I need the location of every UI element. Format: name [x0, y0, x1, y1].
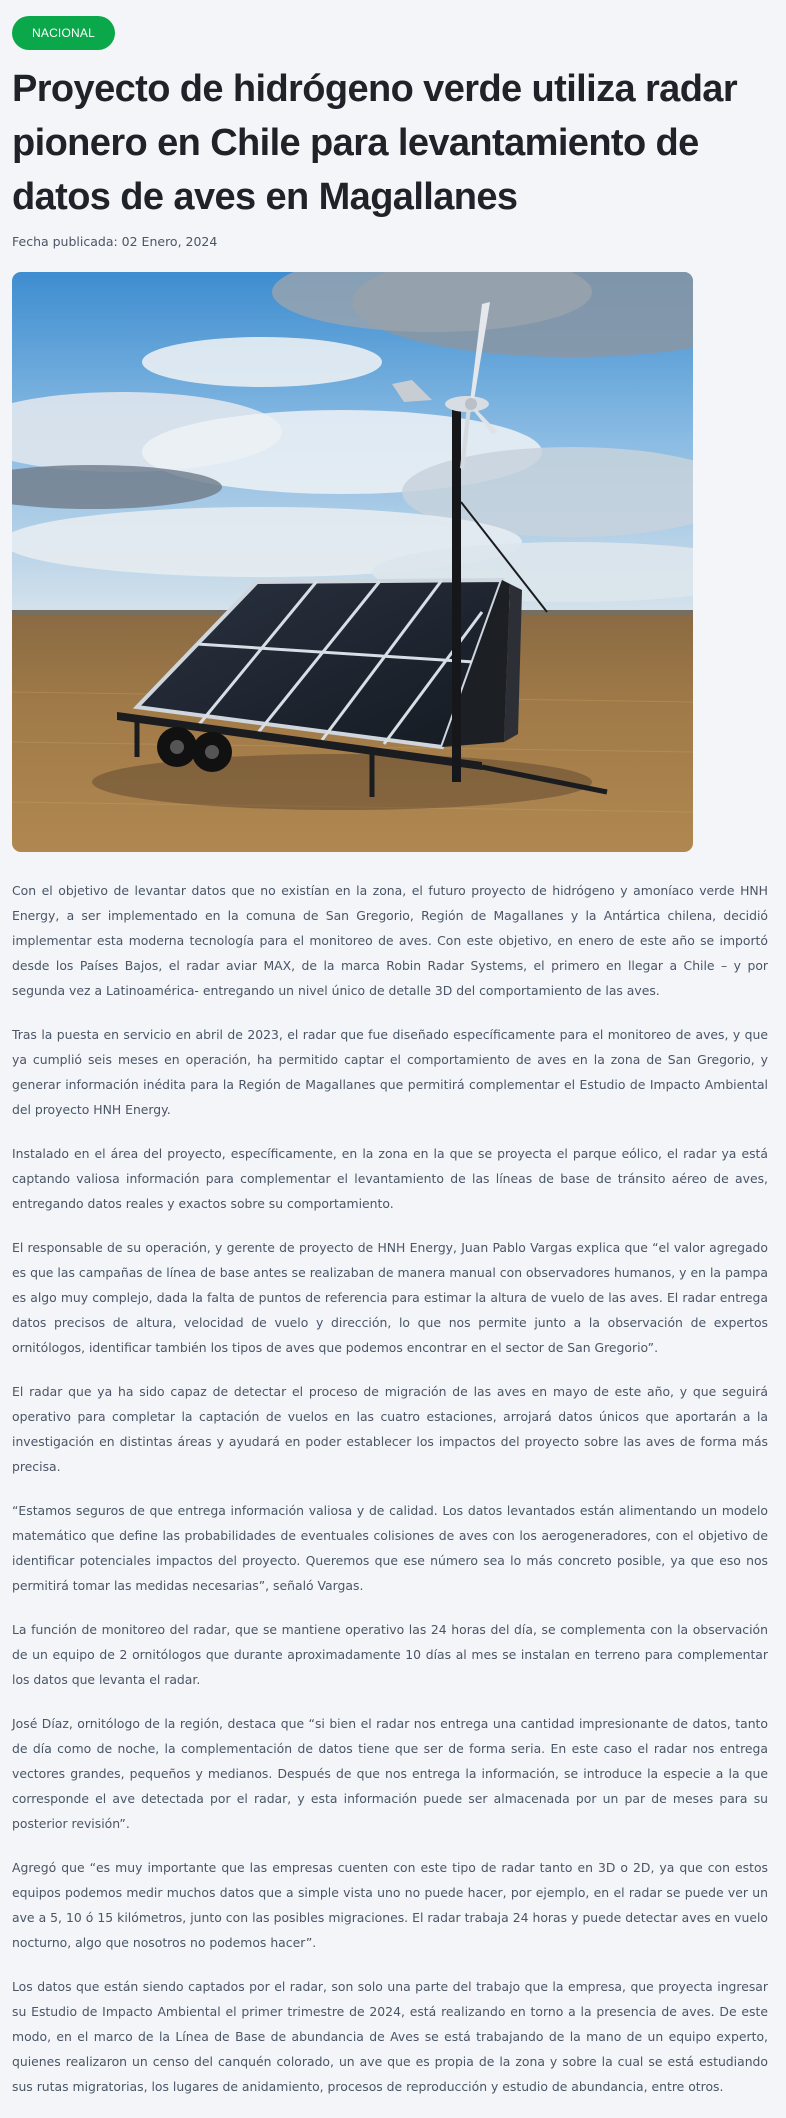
paragraph: Con el objetivo de levantar datos que no existían en la zona, el futuro proyecto de hidrógeno y amoníaco verde HNH Energy, a ser implementado en la comuna de San Gregorio, Región de Magallanes y la Antártica chilena, decidió implementar esta moderna tecnología para el monitoreo de aves. Con este objetivo, en enero de este año se importó desde los Países Bajos, el radar aviar MAX, de la marca Robin Radar Systems, el primero en llegar a Chile – y por segunda vez a Latinoamérica- entregando un nivel único de detalle 3D del comportamiento de las aves.	[12, 883, 768, 998]
paragraph: Instalado en el área del proyecto, específicamente, en la zona en la que se proyecta el parque eólico, el radar ya está captando valiosa información para complementar el levantamiento de las líneas de base de tránsito aéreo de aves, entregando datos reales y exactos sobre su comportamiento.	[12, 1146, 768, 1211]
publish-date: Fecha publicada: 02 Enero, 2024	[12, 234, 218, 249]
paragraph: Agregó que “es muy importante que las empresas cuenten con este tipo de radar tanto en 3D o 2D, ya que con estos equipos podemos medir muchos datos que a simple vista uno no puede hacer, por ejemplo, en el radar se puede ver un ave a 5, 10 ó 15 kilómetros, junto con las posibles migraciones. El radar trabaja 24 horas y puede detectar aves en vuelo nocturno, algo que nosotros no podemos hacer”.	[12, 1860, 768, 1950]
paragraph: El radar que ya ha sido capaz de detectar el proceso de migración de las aves en mayo de este año, y que seguirá operativo para completar la captación de vuelos en las cuatro estaciones, arrojará datos únicos que aportarán a la investigación en distintas áreas y ayudará en poder establecer los impactos del proyecto sobre las aves de forma más precisa.	[12, 1384, 768, 1474]
paragraph: La función de monitoreo del radar, que se mantiene operativo las 24 horas del día, se complementa con la observación de un equipo de 2 ornitólogos que durante aproximadamente 10 días al mes se instalan en terreno para complementar los datos que levanta el radar.	[12, 1622, 768, 1687]
paragraph: “Estamos seguros de que entrega información valiosa y de calidad. Los datos levantados están alimentando un modelo matemático que define las probabilidades de eventuales colisiones de aves con los aerogeneradores, con el objetivo de identificar potenciales impactos del proyecto. Queremos que ese número sea lo más concreto posible, ya que eso nos permitirá tomar las medidas necesarias”, señaló Vargas.	[12, 1503, 768, 1593]
paragraph: Los datos que están siendo captados por el radar, son solo una parte del trabajo que la empresa, que proyecta ingresar su Estudio de Impacto Ambiental el primer trimestre de 2024, está realizando en torno a la presencia de aves. De este modo, en el marco de la Línea de Base de abundancia de Aves se está trabajando de la mano de un equipo experto, quienes realizaron un censo del canquén colorado, un ave que es propia de la zona y sobre la cual se está estudiando sus rutas migratorias, los lugares de anidamiento, procesos de reproducción y estudio de abundancia, entre otros.	[12, 1979, 768, 2094]
paragraph: José Díaz, ornitólogo de la región, destaca que “si bien el radar nos entrega una cantidad impresionante de datos, tanto de día como de noche, la complementación de datos tiene que ser de forma seria. En este caso el radar nos entrega vectores grandes, pequeños y medianos. Después de que nos entrega la información, se introduce la especie a la que corresponde el ave detectada por el radar, y esta información puede ser almacenada por un par de meses para su posterior revisión”.	[12, 1716, 768, 1831]
paragraph: El responsable de su operación, y gerente de proyecto de HNH Energy, Juan Pablo Vargas explica que “el valor agregado es que las campañas de línea de base antes se realizaban de manera manual con observadores humanos, y en la pampa es algo muy complejo, dada la falta de puntos de referencia para estimar la altura de vuelo de las aves. El radar entrega datos precisos de altura, velocidad de vuelo y dirección, lo que nos permite junto a la observación de expertos ornitólogos, identificar también los tipos de aves que podemos encontrar en el sector de San Gregorio”.	[12, 1240, 768, 1355]
paragraph: Tras la puesta en servicio en abril de 2023, el radar que fue diseñado específicamente para el monitoreo de aves, y que ya cumplió seis meses en operación, ha permitido captar el comportamiento de aves en la zona de San Gregorio, y generar información inédita para la Región de Magallanes que permitirá complementar el Estudio de Impacto Ambiental del proyecto HNH Energy.	[12, 1027, 768, 1117]
category-badge[interactable]: NACIONAL	[12, 16, 115, 50]
article-body	[12, 878, 768, 2118]
article-photo	[12, 272, 693, 852]
article-title: Proyecto de hidrógeno verde utiliza radar pionero en Chile para levantamiento de datos de aves en Magallanes	[12, 68, 738, 218]
